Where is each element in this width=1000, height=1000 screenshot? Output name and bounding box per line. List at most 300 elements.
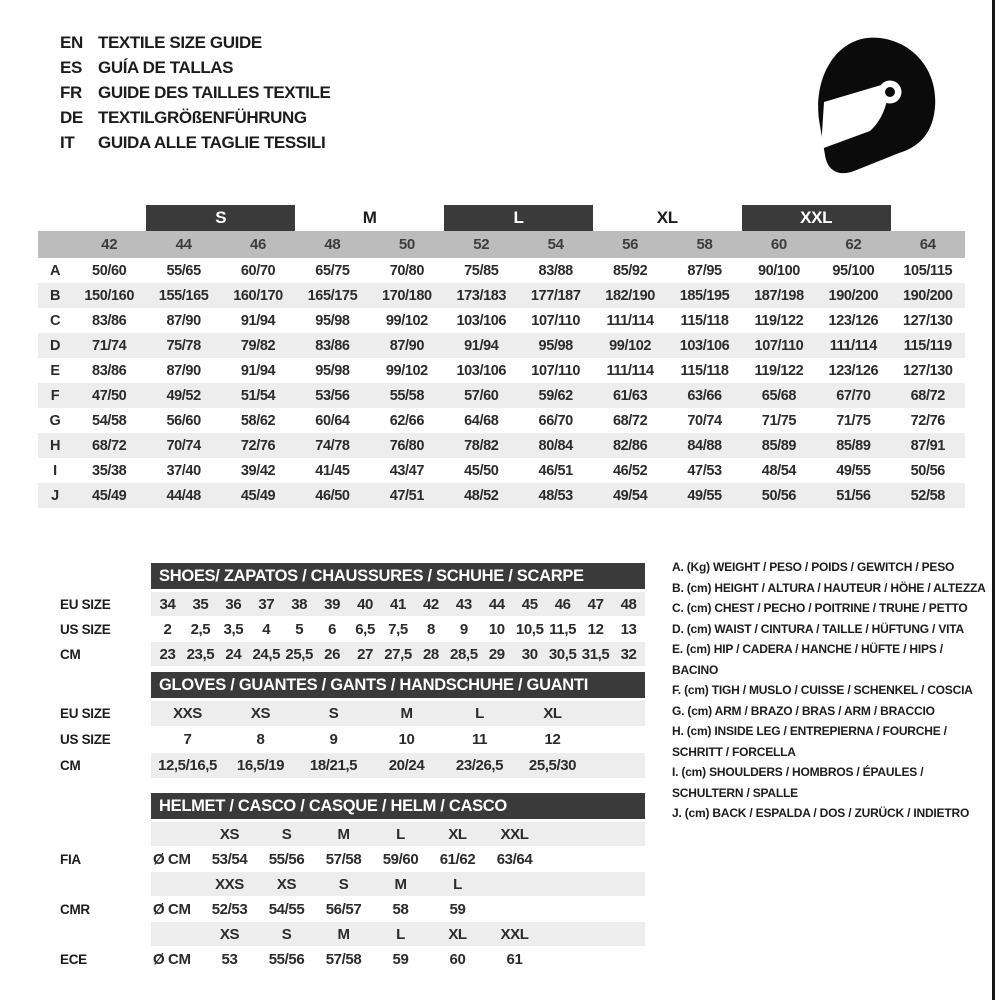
measure-value: 85/89	[761, 437, 797, 454]
measure-row-i	[38, 458, 965, 483]
spacer	[60, 822, 151, 846]
shoes-row	[151, 617, 645, 641]
row-letter: J	[51, 487, 59, 504]
size-value: 27	[357, 645, 373, 663]
size-value: 35	[192, 595, 209, 613]
spacer	[151, 822, 201, 846]
measure-value: 107/110	[754, 337, 804, 354]
measure-value: 64/68	[464, 412, 499, 429]
standard-label-fia: FIA	[60, 851, 81, 867]
measure-value: 51/56	[836, 487, 871, 504]
language-title: TEXTILGRÖßENFÜHRUNG	[98, 107, 307, 127]
measure-value: 49/55	[687, 487, 722, 504]
helmet-size-header: XS	[276, 875, 297, 893]
helmet-size-header: L	[453, 875, 462, 893]
helmet-size-header: XL	[448, 925, 467, 943]
measure-value: 185/195	[679, 287, 730, 304]
measure-value: 72/76	[910, 412, 945, 429]
measure-value: 49/52	[166, 387, 201, 404]
measure-value: 150/160	[84, 287, 135, 304]
measure-value: 111/114	[606, 362, 654, 379]
size-value: 9	[459, 620, 468, 638]
measure-value: 84/88	[687, 437, 722, 454]
row-label-us-size: US SIZE	[60, 732, 111, 747]
diameter-unit-label: Ø CM	[153, 950, 191, 968]
measure-value: 123/126	[828, 362, 879, 379]
size-value: 18/21,5	[309, 757, 358, 774]
size-value: 43	[455, 595, 472, 613]
measure-value: 44/48	[166, 487, 201, 504]
size-value: 12	[587, 620, 604, 638]
helmet-size-header: S	[338, 875, 349, 893]
measure-value: 55/58	[389, 387, 425, 404]
measure-value: 51/54	[240, 387, 276, 404]
language-code: IT	[60, 132, 75, 152]
measure-value: 115/118	[680, 362, 729, 379]
size-value: 11,5	[549, 620, 577, 638]
size-column-header: 42	[101, 236, 118, 253]
measure-value: 50/56	[910, 462, 945, 479]
measure-value: 115/119	[903, 337, 952, 354]
measure-value: 62/66	[389, 412, 425, 429]
measure-value: 83/86	[92, 312, 127, 329]
legend-item-h: H. (cm) INSIDE LEG / ENTREPIERNA / FOURCHE / SCHRITT / FORCELLA	[672, 724, 947, 759]
helmet-size-header: XXL	[500, 825, 529, 843]
size-value: 31,5	[581, 645, 610, 663]
measure-value: 75/85	[464, 262, 499, 279]
size-value: 2,5	[190, 620, 211, 638]
measure-row-g	[38, 408, 965, 433]
language-code: DE	[60, 107, 83, 127]
measure-value: 91/94	[240, 362, 276, 379]
measure-value: 119/122	[754, 362, 804, 379]
helmet-size-value: 56/57	[325, 900, 362, 918]
measure-value: 49/54	[612, 487, 648, 504]
size-value: 4	[262, 620, 271, 638]
helmet-size-value: 58	[392, 900, 409, 918]
standard-label-ece: ECE	[60, 951, 87, 967]
helmet-size-value: 55/56	[268, 850, 305, 868]
size-value: 7,5	[388, 620, 408, 638]
size-value: 25,5	[285, 645, 313, 663]
page-edge-line	[992, 0, 995, 1000]
spacer	[151, 872, 201, 896]
size-column-header: 54	[547, 236, 564, 253]
measure-value: 43/47	[389, 462, 425, 479]
size-value: M	[400, 705, 413, 722]
measure-value: 99/102	[385, 312, 428, 329]
helmet-size-header: M	[337, 925, 350, 943]
spacer	[60, 872, 151, 896]
size-value: 26	[324, 645, 341, 663]
size-value: 6	[328, 620, 337, 638]
legend-item-e: E. (cm) HIP / CADERA / HANCHE / HÜFTE / HIPS / BACINO	[672, 642, 943, 677]
size-value: 37	[258, 595, 275, 613]
helmet-size-header: L	[396, 925, 405, 943]
helmet-size-value: 59/60	[382, 850, 419, 868]
size-value: 32	[620, 645, 637, 663]
size-value: 23,5	[186, 645, 215, 663]
gloves-row	[151, 701, 645, 726]
measure-value: 70/74	[687, 412, 722, 429]
measure-value: 190/200	[828, 287, 879, 304]
measure-value: 49/55	[836, 462, 871, 479]
measure-value: 103/106	[679, 337, 730, 354]
size-value: 36	[225, 595, 242, 613]
measure-value: 85/89	[836, 437, 871, 454]
size-value: 8	[426, 620, 435, 638]
helmet-size-value: 55/56	[268, 950, 305, 968]
spacer	[60, 793, 151, 821]
language-code: ES	[60, 57, 82, 77]
size-band-s: S	[146, 205, 295, 231]
standard-label-cmr: CMR	[60, 901, 90, 917]
measure-value: 87/91	[910, 437, 945, 454]
helmet-size-value: 59	[392, 950, 409, 968]
measure-value: 90/100	[757, 262, 800, 279]
size-column-header: 46	[249, 236, 267, 253]
helmet-size-header: XXS	[215, 875, 244, 893]
size-band-row	[38, 205, 965, 231]
helmet-section	[60, 793, 645, 971]
measure-row-b	[38, 283, 965, 308]
textile-size-table	[38, 205, 965, 508]
size-value: 5	[295, 620, 304, 638]
measure-row-h	[38, 433, 965, 458]
measure-value: 37/40	[166, 462, 201, 479]
measure-value: 91/94	[240, 312, 276, 329]
measure-value: 53/56	[315, 387, 350, 404]
helmet-size-value	[486, 897, 543, 921]
diameter-unit-label: Ø CM	[153, 850, 191, 868]
measure-value: 79/82	[240, 337, 276, 354]
language-row	[60, 80, 330, 105]
size-value: 44	[488, 595, 505, 613]
row-letter: G	[49, 412, 61, 429]
measure-value: 55/65	[166, 262, 201, 279]
measure-value: 187/198	[754, 287, 804, 304]
measure-value: 72/76	[240, 437, 276, 454]
size-value: S	[328, 705, 339, 722]
measure-value: 127/130	[902, 362, 953, 379]
size-band-xxl: XXL	[742, 205, 891, 231]
gloves-row	[151, 727, 645, 752]
measure-value: 83/88	[538, 262, 573, 279]
measure-value: 95/100	[832, 262, 875, 279]
measure-value: 65/68	[761, 387, 797, 404]
size-value: 28	[422, 645, 439, 663]
helmet-size-value: 61/62	[439, 850, 476, 868]
size-value: 27,5	[384, 645, 412, 663]
size-value: 42	[422, 595, 439, 613]
helmet-size-value: 52/53	[211, 900, 248, 918]
measure-value: 83/86	[315, 337, 350, 354]
legend-item-j: J. (cm) BACK / ESPALDA / DOS / ZURÜCK / INDIETRO	[672, 806, 970, 820]
legend-item-c: C. (cm) CHEST / PECHO / POITRINE / TRUHE / PETTO	[672, 601, 968, 615]
size-column-header: 58	[696, 236, 713, 253]
measure-value: 56/60	[166, 412, 201, 429]
row-letter: D	[49, 337, 61, 354]
helmet-values-row-cmr	[151, 897, 645, 921]
spacer	[60, 563, 151, 591]
measure-value: 60/70	[240, 262, 276, 279]
size-column-header: 48	[324, 236, 341, 253]
size-value: L	[475, 705, 484, 722]
diameter-unit-label: Ø CM	[153, 900, 191, 918]
helmet-table-title: HELMET / CASCO / CASQUE / HELM / CASCO	[151, 793, 645, 819]
size-value: 23/26,5	[455, 757, 504, 774]
measure-value: 47/51	[389, 487, 425, 504]
row-label-eu-size: EU SIZE	[60, 706, 111, 721]
helmet-icon	[800, 25, 950, 180]
language-title: GUÍA DE TALLAS	[98, 57, 234, 77]
measure-value: 87/90	[166, 362, 201, 379]
language-titles	[60, 30, 330, 155]
legend-item-a: A. (Kg) WEIGHT / PESO / POIDS / GEWITCH / PESO	[672, 560, 955, 574]
helmet-size-value: 57/58	[325, 950, 362, 968]
row-letter: F	[50, 387, 60, 404]
language-title: GUIDA ALLE TAGLIE TESSILI	[98, 132, 326, 152]
size-value: 41	[390, 595, 406, 613]
helmet-size-header: M	[394, 875, 407, 893]
measure-value: 47/50	[92, 387, 127, 404]
size-band-m: M	[362, 208, 377, 227]
measure-value: 160/170	[233, 287, 283, 304]
measure-value: 87/90	[166, 312, 201, 329]
measure-value: 68/72	[910, 387, 945, 404]
legend-item-i: I. (cm) SHOULDERS / HOMBROS / ÉPAULES / SCHULTERN / SPALLE	[672, 765, 924, 800]
legend-item-b: B. (cm) HEIGHT / ALTURA / HAUTEUR / HÖHE / ALTEZZA	[672, 580, 986, 595]
size-value: 45	[521, 595, 538, 613]
size-value: 30	[521, 645, 538, 663]
measure-value: 82/86	[612, 437, 648, 454]
size-column-header: 60	[770, 236, 787, 253]
row-label-us-size: US SIZE	[60, 621, 111, 637]
measure-value: 50/60	[92, 262, 127, 279]
size-value: 10	[398, 731, 415, 748]
row-label-eu-size: EU SIZE	[60, 596, 111, 612]
size-value: 13	[620, 620, 637, 638]
shoes-table-title: SHOES/ ZAPATOS / CHAUSSURES / SCHUHE / SCARPE	[151, 563, 645, 589]
size-value: 29	[488, 645, 505, 663]
helmet-size-value: 54/55	[268, 900, 305, 918]
shoes-row	[151, 642, 645, 666]
size-value: 11	[471, 731, 488, 748]
measure-value: 45/49	[92, 487, 127, 504]
measure-value: 76/80	[389, 437, 425, 454]
helmet-size-value: 61	[506, 950, 523, 968]
size-value: 47	[587, 595, 604, 613]
measure-value: 95/98	[538, 337, 573, 354]
visor-pivot-dot	[885, 87, 895, 97]
measure-value: 45/49	[240, 487, 276, 504]
size-value: 40	[357, 595, 373, 613]
measure-value: 47/53	[687, 462, 722, 479]
size-value: 46	[554, 595, 571, 613]
shoes-row	[151, 592, 645, 616]
helmet-size-value: 63/64	[496, 850, 533, 868]
measure-value: 48/52	[464, 487, 499, 504]
measure-value: 52/58	[910, 487, 945, 504]
helmet-values-row-fia	[151, 847, 645, 871]
measure-value: 71/74	[92, 337, 127, 354]
language-title: TEXTILE SIZE GUIDE	[98, 32, 262, 52]
helmet-sizes-row-cmr	[151, 872, 645, 896]
measure-value: 87/95	[687, 262, 722, 279]
measure-value: 119/122	[754, 312, 804, 329]
spacer	[60, 672, 151, 700]
measure-row-f	[38, 383, 965, 408]
size-value: 24	[225, 645, 242, 663]
measure-value: 61/63	[612, 387, 648, 404]
measure-value: 105/115	[903, 262, 953, 279]
language-row	[60, 105, 330, 130]
size-value: 48	[620, 595, 637, 613]
measure-value: 48/53	[538, 487, 573, 504]
helmet-size-header: S	[281, 925, 292, 943]
measure-value: 71/75	[761, 412, 797, 429]
measure-value: 35/38	[92, 462, 127, 479]
helmet-size-value: 53	[221, 950, 238, 968]
size-column-header: 44	[175, 236, 192, 253]
measure-value: 78/82	[464, 437, 499, 454]
size-value: 39	[324, 595, 341, 613]
size-value: 2	[163, 620, 172, 638]
size-column-header: 62	[845, 236, 862, 253]
row-letter: B	[49, 287, 61, 304]
language-title: GUIDE DES TAILLES TEXTILE	[98, 82, 331, 102]
measure-value: 190/200	[902, 287, 953, 304]
size-value: 12	[544, 731, 561, 748]
measure-value: 95/98	[315, 312, 350, 329]
size-value: XL	[543, 705, 562, 722]
legend-item-f: F. (cm) TIGH / MUSLO / CUISSE / SCHENKEL / COSCIA	[672, 683, 973, 697]
measure-value: 46/52	[612, 462, 648, 479]
measure-value: 48/54	[761, 462, 797, 479]
measure-value: 111/114	[829, 337, 877, 354]
language-row	[60, 130, 330, 155]
measure-value: 59/62	[538, 387, 573, 404]
size-value: 8	[256, 731, 265, 748]
measure-value: 80/84	[538, 437, 573, 454]
size-value: 34	[159, 595, 176, 613]
measure-value: 83/86	[92, 362, 127, 379]
gloves-row	[151, 753, 645, 778]
size-column-header: 64	[919, 236, 936, 253]
measure-value: 173/183	[456, 287, 507, 304]
measure-value: 68/72	[612, 412, 648, 429]
helmet-size-header	[486, 872, 543, 896]
row-letter: I	[53, 462, 57, 479]
measure-value: 177/187	[530, 287, 581, 304]
textile-table-body	[38, 258, 965, 508]
spacer	[60, 922, 151, 946]
measure-value: 107/110	[531, 312, 581, 329]
row-letter: E	[50, 362, 60, 379]
measure-value: 67/70	[836, 387, 871, 404]
measure-row-a	[38, 258, 965, 283]
measure-value: 54/58	[92, 412, 127, 429]
measure-value: 45/50	[464, 462, 499, 479]
row-letter: A	[49, 262, 61, 279]
measure-value: 68/72	[92, 437, 127, 454]
helmet-values-row-ece	[151, 947, 645, 971]
row-letter: C	[49, 312, 61, 329]
helmet-size-value: 59	[449, 900, 466, 918]
measure-value: 66/70	[538, 412, 573, 429]
size-column-header: 56	[622, 236, 639, 253]
measure-value: 165/175	[307, 287, 358, 304]
helmet-sizes-row-ece	[151, 922, 645, 946]
size-value: 10	[488, 620, 505, 638]
helmet-size-header: M	[337, 825, 350, 843]
size-value: 6,5	[355, 620, 375, 638]
spacer	[151, 922, 201, 946]
measure-value: 50/56	[761, 487, 797, 504]
size-band-l: L	[444, 205, 593, 231]
measure-value: 87/90	[389, 337, 425, 354]
measure-value: 46/51	[538, 462, 573, 479]
size-value: 28,5	[450, 645, 478, 663]
language-code: EN	[60, 32, 83, 52]
measure-row-d	[38, 333, 965, 358]
measure-value: 75/78	[166, 337, 201, 354]
shoes-section	[60, 563, 645, 666]
measure-value: 60/64	[315, 412, 350, 429]
measure-value: 74/78	[315, 437, 350, 454]
measure-value: 95/98	[315, 362, 350, 379]
measure-value: 85/92	[612, 262, 648, 279]
measure-value: 71/75	[836, 412, 871, 429]
measure-value: 103/106	[456, 312, 507, 329]
language-code: FR	[60, 82, 82, 102]
size-value: 3,5	[223, 620, 244, 638]
helmet-size-header: S	[281, 825, 292, 843]
size-value: 20/24	[388, 757, 425, 774]
measure-value: 58/62	[240, 412, 276, 429]
measure-value: 111/114	[606, 312, 654, 329]
size-value: 25,5/30	[528, 757, 577, 774]
size-value: 7	[183, 731, 192, 748]
measure-value: 182/190	[605, 287, 655, 304]
size-value: 23	[159, 645, 176, 663]
measure-value: 115/118	[680, 312, 729, 329]
measure-row-e	[38, 358, 965, 383]
measure-value: 99/102	[609, 337, 652, 354]
helmet-size-header: XS	[219, 925, 240, 943]
measure-value: 46/50	[315, 487, 350, 504]
size-value: 10,5	[515, 620, 544, 638]
size-band-xl: XL	[656, 208, 678, 227]
measure-row-j	[38, 483, 965, 508]
helmet-sizes-row-fia	[151, 822, 645, 846]
helmet-size-header: XL	[448, 825, 467, 843]
row-letter: H	[49, 437, 61, 454]
size-number-row	[38, 231, 965, 258]
row-label-cm: CM	[60, 758, 81, 773]
measure-row-c	[38, 308, 965, 333]
size-value: 30,5	[548, 645, 577, 663]
measure-value: 70/74	[166, 437, 201, 454]
measure-value: 103/106	[456, 362, 507, 379]
row-label-cm: CM	[60, 646, 81, 662]
measure-value: 63/66	[687, 387, 722, 404]
size-value: 38	[291, 595, 308, 613]
size-column-header: 50	[398, 236, 415, 253]
helmet-size-header: L	[396, 825, 405, 843]
measure-value: 170/180	[382, 287, 432, 304]
measure-value: 91/94	[464, 337, 499, 354]
